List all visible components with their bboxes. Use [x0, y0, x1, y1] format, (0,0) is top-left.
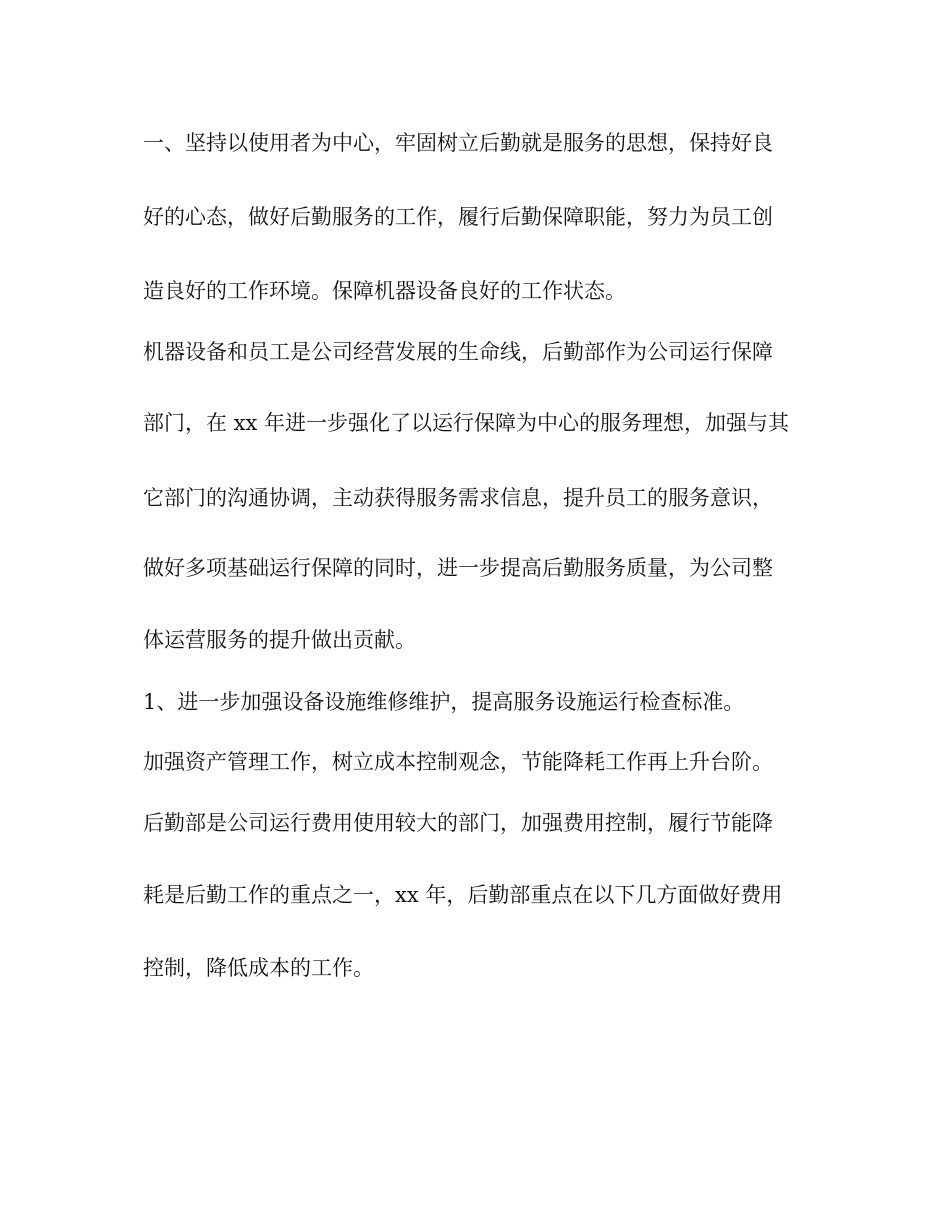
text-line: 部门，在 xx 年进一步强化了以运行保障为中心的服务理想，加强与其	[143, 411, 790, 435]
text-line: 加强资产管理工作，树立成本控制观念，节能降耗工作再上升台阶。	[143, 750, 773, 774]
text-line: 一、坚持以使用者为中心，牢固树立后勤就是服务的思想，保持好良	[143, 131, 773, 155]
text-line: 控制，降低成本的工作。	[143, 956, 374, 980]
section-heading: 1、进一步加强设备设施维修维护，提高服务设施运行检查标准。	[143, 690, 745, 714]
text-line: 机器设备和员工是公司经营发展的生命线，后勤部作为公司运行保障	[143, 340, 773, 364]
text-line: 后勤部是公司运行费用使用较大的部门，加强费用控制，履行节能降	[143, 811, 773, 835]
text-line: 耗是后勤工作的重点之一，xx 年，后勤部重点在以下几方面做好费用	[143, 883, 783, 907]
text-line: 做好多项基础运行保障的同时，进一步提高后勤服务质量，为公司整	[143, 556, 773, 580]
text-line: 造良好的工作环境。保障机器设备良好的工作状态。	[143, 279, 626, 303]
text-line: 它部门的沟通协调，主动获得服务需求信息，提升员工的服务意识，	[143, 486, 773, 510]
text-line: 体运营服务的提升做出贡献。	[143, 628, 416, 652]
text-line: 好的心态，做好后勤服务的工作，履行后勤保障职能，努力为员工创	[143, 205, 773, 229]
